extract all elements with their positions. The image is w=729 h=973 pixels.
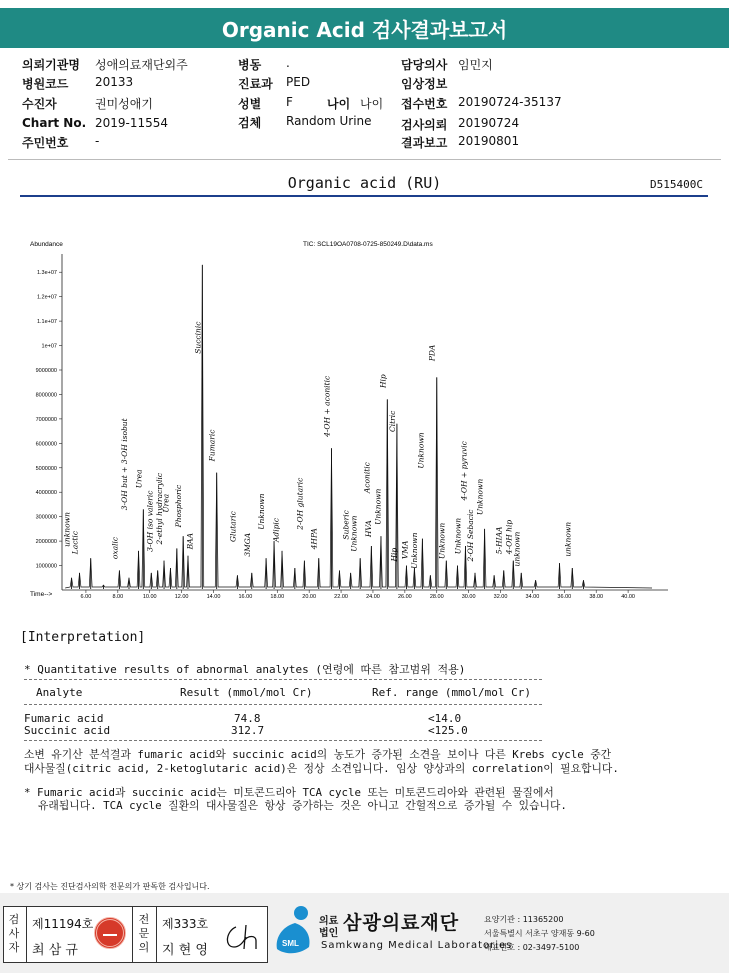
peak-annotation: Lactic [70,530,80,555]
table-top-rule [24,679,542,680]
institution-value: 성애의료재단외주 [95,58,188,72]
institution-label: 의뢰기관명 [22,58,80,72]
corp-type-line: 의료 [319,916,339,927]
peak-annotation: Succinic [193,321,203,354]
ward-label: 병동 [238,58,262,72]
age-value: 나이 [360,97,384,111]
specialist-header [136,913,152,955]
x-tick-label: 28.00 [429,594,444,600]
peak-annotation: Phosphoric [174,484,184,528]
peak-annotation: Urea [161,493,171,513]
sml-logo [271,905,323,957]
peak-annotation: VMA [400,540,410,560]
specialist-signature [222,921,262,953]
specialist-number: 제333호 [162,917,209,931]
y-axis-label: Abundance [30,241,63,248]
report-header-title: Organic Acid 검사결과보고서 [221,17,508,42]
x-tick-label: 38.00 [589,594,604,600]
receipt-no-label: 접수번호 [401,97,448,111]
corp-english-name: Samkwang Medical Laboratories [321,940,513,951]
sig-divider [26,907,27,962]
peak-annotation: 3-OH but + 3-OH isobut [119,418,129,511]
info-divider [8,159,721,160]
y-tick-label: 1.3e+07 [36,270,57,277]
corp-address: 서울특별시 서초구 양재동 9-60 [484,929,595,938]
peak-annotation: Glutaric [228,511,238,542]
report-date-label: 결과보고 [401,136,448,150]
corp-code: 요양기관 : 11365200 [484,915,564,924]
hospital-code-label: 병원코드 [22,77,69,91]
peak-annotation: 3-OH iso valeric [145,490,155,552]
doctor-value: 임민지 [458,58,493,72]
peak-annotation: 4-OH + aconitic [322,375,332,437]
hospital-code-value: 20133 [95,75,134,89]
x-tick-label: 40.00 [621,594,635,600]
report-header [0,8,729,48]
x-tick-label: 34.00 [525,594,540,600]
peak-annotation: 2-OH Sebacic [466,509,476,562]
peak-annotation: Hip [389,547,399,562]
x-tick-label: 14.00 [206,594,221,600]
table-row-analyte: Succinic acid [24,724,111,737]
corp-phone: 대표번호 : 02-3497-5100 [484,943,580,952]
peak-annotation: HVA [363,520,373,538]
peak-annotation: 2-OH glutaric [295,477,305,530]
chart-no-value: 2019-11554 [95,116,169,130]
peak-annotation: Urea [134,469,144,489]
specialist-name: 지 현 영 [162,943,208,958]
peak-annotation: unknown [512,531,522,567]
peak-annotation: 2-ethyl hydracrylic [155,472,165,545]
patient-info-block [0,50,729,158]
department-value: PED [286,75,311,89]
y-tick-label: 7000000 [35,416,57,423]
y-tick-label: 1.1e+07 [36,319,57,326]
x-tick-label: 12.00 [174,594,189,600]
peak-annotation: unknown [62,512,72,547]
y-tick-label: 1.2e+07 [36,294,57,301]
x-tick-label: 24.00 [366,594,380,600]
peak-annotation: Hip [378,374,388,388]
peak-annotation: 4-OH hip [504,519,514,555]
peak-annotation: Unknown [410,532,420,569]
peak-annotation: Unknown [475,478,485,516]
logo-head-icon [294,906,308,920]
table-row-result: 312.7 [231,724,265,737]
inspector-number: 제11194호 [32,917,94,931]
peak-annotation: Citric [387,410,397,432]
peak-annotation: unknown [563,521,573,557]
clinical-info-label: 임상정보 [401,77,448,91]
peak-annotation: Adipic [271,517,281,542]
collector-value: 권미성애기 [95,97,153,111]
x-tick-label: 6.00 [80,594,92,600]
y-tick-label: 8000000 [35,392,57,399]
department-label: 진료과 [238,77,273,91]
resident-no-value: - [95,134,100,148]
peak-annotation: oxalic [110,536,120,560]
x-tick-label: 22.00 [334,594,348,600]
y-tick-label: 3000000 [35,514,57,521]
sex-label: 성별 [238,97,262,111]
x-tick-label: 18.00 [270,594,285,600]
peak-annotation: Unknown [416,432,426,469]
sex-value: F [286,95,293,109]
inspector-header-char: 자 [8,941,20,954]
table-header-rule [24,704,542,705]
peak-annotation: Unknown [349,515,359,552]
logo-text: SML [282,939,299,948]
x-tick-label: 30.00 [461,594,476,600]
x-tick-label: 16.00 [238,594,253,600]
peak-annotation: Unknown [437,522,447,560]
col-result-header: Result (mmol/mol Cr) [180,686,313,699]
peak-annotation: 5-HIAA [494,526,504,555]
x-tick-label: 32.00 [493,594,508,600]
interpretation-para2-line1: * Fumaric acid과 succinic acid는 미토콘드리아 TCA cycle 또는 미토콘드리아와 관련된 물질에서 [24,786,554,799]
x-tick-label: 8.00 [112,594,124,600]
y-tick-label: 1000000 [35,563,57,570]
peak-annotation: Fumaric [207,429,217,462]
y-tick-label: 1e+07 [41,343,57,350]
corp-type-line: 법인 [319,928,339,939]
footnote: * 상기 검사는 진단검사의학 전문의가 판독한 검사입니다. [10,882,210,891]
peak-annotation: 4-OH + pyruvic [459,441,469,501]
receipt-no-value: 20190724-35137 [458,95,562,109]
inspector-seal [94,917,126,949]
table-row-ref: <125.0 [428,724,468,737]
interpretation-subtitle: * Quantitative results of abnormal analytes (연령에 따른 참고범위 적용) [24,663,466,676]
x-tick-label: 20.00 [302,594,317,600]
report-title: Organic acid (RU) [287,174,442,192]
inspector-header-char: 사 [8,927,20,940]
specimen-label: 검체 [238,116,262,130]
interpretation-para2-line2: 유래됩니다. TCA cycle 질환의 대사물질은 항상 증가하는 것은 아니고 간헐적으로 증가될 수 있습니다. [38,799,567,812]
table-row-ref: <14.0 [428,712,462,725]
peak-annotation: BAA [185,532,195,550]
y-tick-label: 4000000 [35,490,57,497]
chart-no-label: Chart No. [22,116,87,130]
peak-annotation: PDA [427,344,437,362]
y-tick-label: 5000000 [35,465,57,472]
specialist-header-char: 문 [138,927,150,940]
ward-value: . [286,56,290,70]
table-bottom-rule [24,740,542,741]
request-date-label: 검사의뢰 [401,118,448,132]
report-code: D515400C [650,178,703,191]
peak-annotation: 4HPA [309,528,319,550]
doctor-label: 담당의사 [401,58,448,72]
interpretation-para1-line1: 소변 유기산 분석결과 fumaric acid와 succinic acid의 농도가 증가된 소견을 보이나 다른 Krebs cycle 중간 [24,748,612,761]
peak-annotation: Unknown [453,517,463,555]
x-axis-label: Time--> [30,591,53,598]
table-row-analyte: Fumaric acid [24,712,104,725]
peak-annotation: Suberic [341,510,351,540]
col-analyte-header: Analyte [36,686,83,699]
interpretation-title: [Interpretation] [20,630,146,645]
sig-divider [156,907,157,962]
y-tick-label: 6000000 [35,441,57,448]
inspector-header-char: 검 [8,913,20,926]
signature-box [3,906,268,963]
peak-annotation: Aconitic [362,462,372,494]
peak-annotation: Unknown [373,488,383,525]
x-tick-label: 26.00 [397,594,412,600]
specimen-value: Random Urine [286,114,372,128]
x-tick-label: 10.00 [142,594,157,600]
peak-annotation: Unknown [257,493,267,530]
inspector-header [6,913,22,955]
x-tick-label: 36.00 [557,594,572,600]
chart-annotations [63,321,573,569]
report-date-value: 20190801 [458,134,520,148]
y-tick-label: 9000000 [35,368,57,374]
table-row-result: 74.8 [234,712,261,725]
y-tick-label: 2000000 [35,539,57,546]
inspector-name: 최 삼 규 [32,943,78,958]
col-ref-header: Ref. range (mmol/mol Cr) [372,686,531,699]
corp-type [319,916,338,940]
request-date-value: 20190724 [458,116,520,130]
sig-divider [132,907,133,962]
peak-annotation: 3MGA [242,532,252,557]
age-label: 나이 [327,97,351,111]
title-underline [20,195,708,197]
interpretation-para1-line2: 대사물질(citric acid, 2-ketoglutaric acid)은 정상 소견입니다. 임상 양상과의 correlation이 필요합니다. [24,762,619,775]
collector-label: 수진자 [22,97,57,111]
specialist-header-char: 전 [138,913,150,926]
specialist-header-char: 의 [138,941,150,954]
chromatogram [0,232,729,604]
resident-no-label: 주민번호 [22,136,69,150]
corp-name: 삼광의료재단 [343,912,460,934]
chart-title: TIC: SCL19OA0708-0725-850249.D\data.ms [303,241,433,248]
